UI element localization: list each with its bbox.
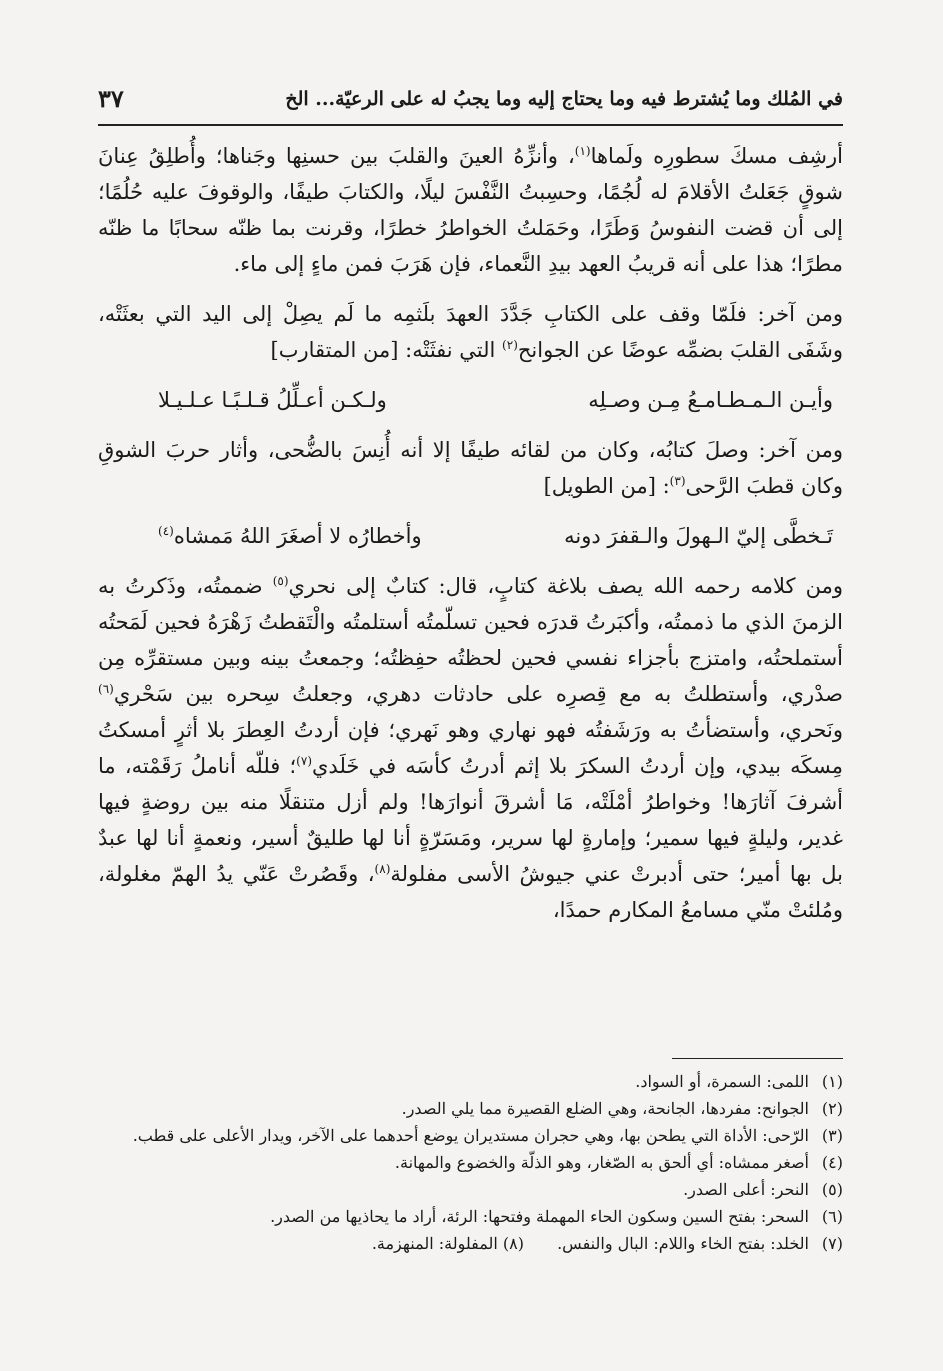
footnote-number: (٥) xyxy=(821,1180,843,1199)
footnote-ref-7: (٧) xyxy=(296,754,312,768)
footnote-3 xyxy=(98,1122,843,1149)
verse-2-first-hemistich: تَـخطَّى إليّ الـهولَ والـقفرَ دونه xyxy=(564,524,833,548)
footnote-ref-8: (٨) xyxy=(374,862,391,876)
footnote-ref-2: (٢) xyxy=(502,338,518,352)
verse-1-first-hemistich: وأيـن الـمـطـامـعُ مِـن وصـلِه xyxy=(588,388,833,412)
footnote-7-8 xyxy=(98,1230,843,1257)
footnote-separator xyxy=(672,1058,843,1059)
footnote-number: (٦) xyxy=(821,1207,843,1226)
verse-2 xyxy=(98,518,843,554)
footnote-ref-1: (١) xyxy=(574,144,591,158)
footnote-4 xyxy=(98,1149,843,1176)
footnotes xyxy=(98,1068,843,1257)
footnote-1 xyxy=(98,1068,843,1095)
footnote-text: السحر: بفتح السين وسكون الحاء المهملة وفتحها: الرئة، أراد ما يحاذيها من الصدر. xyxy=(270,1207,809,1226)
footnote-number: (٤) xyxy=(821,1153,843,1172)
footnote-text: الجوانح: مفردها، الجانحة، وهي الضلع القصيرة مما يلي الصدر. xyxy=(401,1099,809,1118)
footnote-ref-4: (٤) xyxy=(158,524,174,538)
footnote-ref-5: (٥) xyxy=(272,574,289,588)
verse-1-second-hemistich: ولـكـن أعـلِّلُ قـلـبًـا عـلـيـلا xyxy=(158,388,387,412)
footnote-2 xyxy=(98,1095,843,1122)
footnote-ref-6: (٦) xyxy=(98,682,114,696)
page-number: ٣٧ xyxy=(98,84,124,113)
footnote-text: أصغر ممشاه: أي ألحق به الصّغار، وهو الذلّة والخضوع والمهانة. xyxy=(394,1153,809,1172)
footnote-text: اللمى: السمرة، أو السواد. xyxy=(635,1072,809,1091)
footnote-number: (٧) xyxy=(821,1234,843,1253)
footnote-text: المفلولة: المنهزمة. xyxy=(371,1234,498,1253)
footnote-text: النحر: أعلى الصدر. xyxy=(683,1180,809,1199)
paragraph-4: ومن كلامه رحمه الله يصف بلاغة كتابٍ، قال: كتابٌ إلى نحري$^{(٥)}$ ضممتُه، وذَكرتُ به الزمنَ الذي ما ذممتُه، وأكبَرتُ قدرَه فحين تسلّمتُه أستلمتُه والْتَقطتُ زَهْرَهُ فحين لَمَحتُه أستملحتُه، وامتزج بأجزاء نفسي فحين لحظتُه حفِظتُه؛ وجمعتُ بينه وبين مستقرِّه مِن صدْري، وأستطلتُ به مع قِصرِه على حادثات دهري، وجعلتُ سِحره بين سَحْري$^{(٦)}$ ونَحري، وأستضأتُ به ورَشَفتُه فهو نهاري وهو نَهري؛ فإن أردتُ العِطرَ بلا أثرٍ أمسكتُ مِسكَه بيدي، وإن أردتُ السكرَ بلا إثم أدرتُ كأسَه في خَلَدي$^{(٧)}$؛ فللّه أناملُ رَقَمْته، ما أشرفَ آثارَها! وخواطرُ أمْلَتْه، مَا أشرقَ أنوارَها! ولم أزل متنقلًا منه بين روضةٍ فيها غدير، وليلةٍ فيها سمير؛ وإمارةٍ لها سرير، ومَسَرّةٍ أنا لها طليقٌ أسير، ونعمةٍ أنا لها عبدٌ بل بها أمير؛ حتى أدبرتْ عني جيوشُ الأسى مفلولة$^{(٨)}$، وقَصُرتْ عَنّي يدُ الهمّ مغلولة، ومُلئتْ منّي مسامعُ المكارم حمدًا، xyxy=(98,574,844,922)
paragraph-1: أرشِف مسكَ سطورِه ولَماها$^{(١)}$، وأنزِّهُ العينَ والقلبَ بين حسنِها وجَناها؛ وأُطلِقُ عِنانَ شوقٍ جَعَلتُ الأقلامَ له لُجُمًا، وحسِبتُ النَّفْسَ ليلًا، والكتابَ طيفًا، والوقوفَ عليه حُلُمًا؛ إلى أن قضت النفوسُ وَطَرًا، وحَمَلتُ الخواطرُ خطرًا، وقرنت بما ظنّه سحابًا ما ظنّه مطرًا؛ هذا على أنه قريبُ العهد بيدِ النَّعماء، فإن هَرَبَ فمن ماءٍ إلى ماء. xyxy=(98,144,843,276)
running-title: في المُلك وما يُشترط فيه وما يحتاج إليه وما يجبُ له على الرعيّة... الخ xyxy=(285,88,843,110)
footnote-number: (٢) xyxy=(821,1099,843,1118)
paragraph-3: ومن آخر: وصلَ كتابُه، وكان من لقائه طيفًا إلا أنه أُنِسَ بالضُّحى، وأثار حربَ الشوقِ وكان قطبَ الرَّحى$^{(٣)}$: [من الطويل] xyxy=(98,438,843,498)
main-text xyxy=(98,138,843,928)
footnote-text: الرّحى: الأداة التي يطحن بها، وهي حجران مستديران يوضع أحدهما على الآخر، ويدار الأعلى على قطب. xyxy=(132,1126,809,1145)
verse-1 xyxy=(98,382,843,418)
footnote-ref-3: (٣) xyxy=(669,474,686,488)
footnote-number: (٣) xyxy=(821,1126,843,1145)
page-header xyxy=(98,82,843,126)
footnote-text: الخلد: بفتح الخاء واللام: البال والنفس. xyxy=(557,1234,809,1253)
footnote-6 xyxy=(98,1203,843,1230)
footnote-5 xyxy=(98,1176,843,1203)
footnote-number: (١) xyxy=(821,1072,843,1091)
verse-2-second-hemistich: وأخطارُه لا أصغَرَ اللهُ مَمشاه$^{(٤)}$ xyxy=(158,524,422,548)
footnote-number: (٨) xyxy=(502,1234,524,1253)
paragraph-2: ومن آخر: فلَمّا وقف على الكتابِ جَدَّدَ العهدَ بلَثمِه ما لَم يصِلْ إلى اليد التي بعثَتْه، وشَفَى القلبَ بضمِّه عوضًا عن الجوانح$^{(٢)}$ التي نفثَتْه: [من المتقارب] xyxy=(98,302,843,362)
